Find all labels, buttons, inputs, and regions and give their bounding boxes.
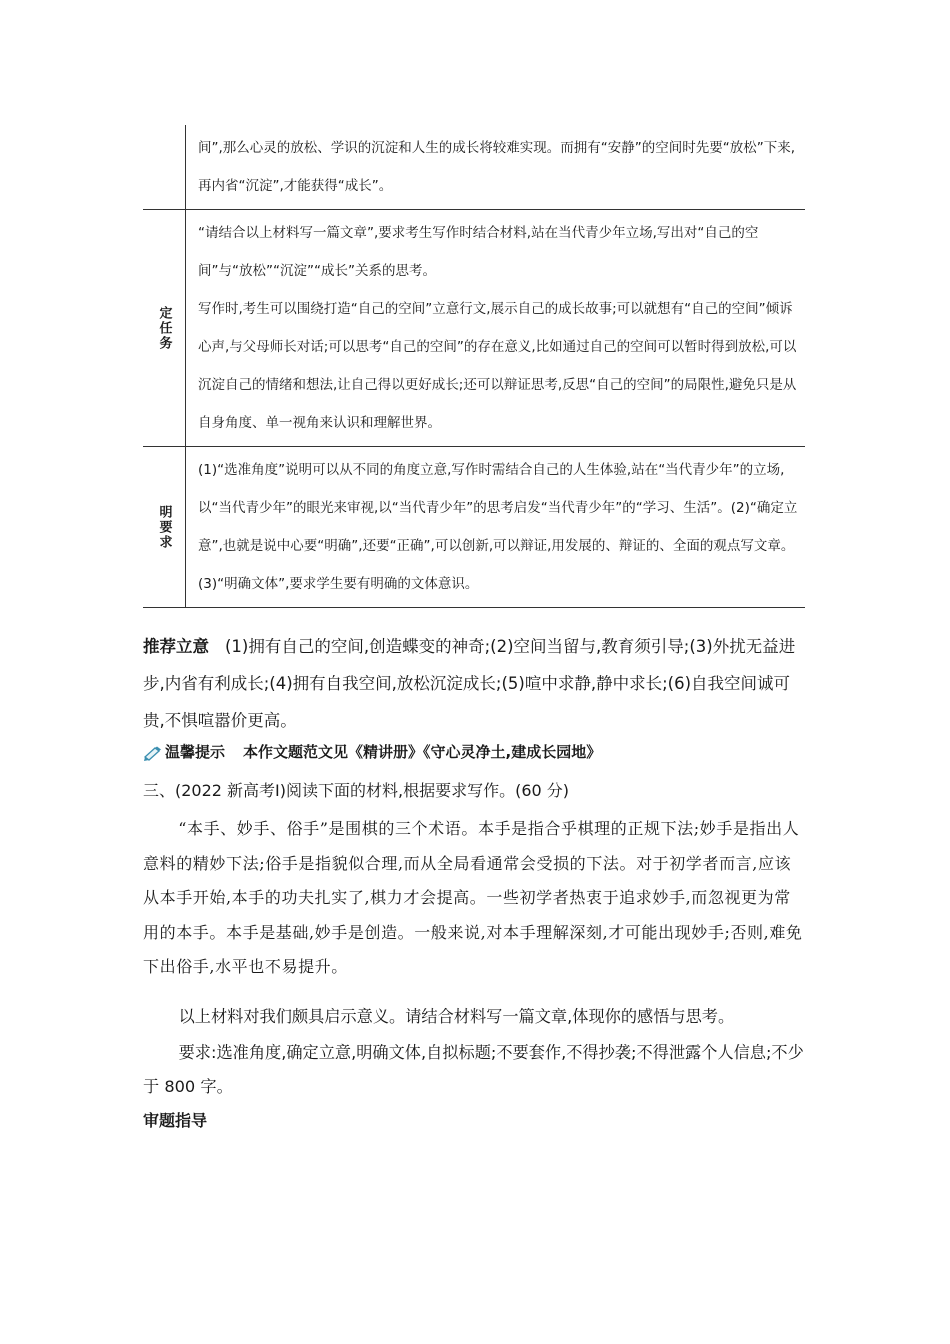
cell-text: 写作时,考生可以围绕打造“自己的空间”立意行文,展示自己的成长故事;可以就想有“自己的空间”倾诉心声,与父母师长对话;可以思考“自己的空间”的存在意义,比如通过自己的空间可以暂时得到放松,可以沉淀自己的情绪和想法,让自己得以更好成长;还可以辩证思考,反思“自己的空间”的局限性,避免只是从自身角度、单一视角来认识和理解世界。 [198, 301, 797, 431]
question-line: 三、(2022 新高考Ⅰ)阅读下面的材料,根据要求写作。(60 分) [143, 781, 570, 800]
table-row-requirement [143, 447, 805, 608]
row-content [186, 125, 805, 209]
table-row [143, 125, 805, 210]
tip-line [143, 740, 807, 764]
recommend-section [143, 628, 807, 739]
tip-text: 本作文题范文见《精讲册》《守心灵净土,建成长园地》 [243, 743, 602, 761]
analysis-table [143, 125, 805, 608]
tip-title: 温馨提示 [165, 743, 226, 761]
label-text: 定任务 [156, 305, 172, 351]
material-text: “本手、妙手、俗手”是围棋的三个术语。本手是指合乎棋理的正规下法;妙手是指出人意料的精妙下法;俗手是指貌似合理,而从全局看通常会受损的下法。对于初学者而言,应该从本手开始,本手的功夫扎实了,棋力才会提高。一些初学者热衷于追求妙手,而忽视更为常用的本手。本手是基础,妙手是创造。一般来说,对本手理解深刻,才可能出现妙手;否则,难免下出俗手,水平也不易提升。 [143, 819, 803, 976]
row-label [143, 210, 186, 446]
row-label [143, 447, 186, 607]
label-text: 明要求 [156, 504, 172, 550]
row-content [186, 447, 805, 607]
pencil-icon [143, 744, 163, 760]
row-content [186, 210, 805, 446]
recommend-heading: 推荐立意 [143, 637, 209, 656]
cell-text: 间”,那么心灵的放松、学识的沉淀和人生的成长将较难实现。而拥有“安静”的空间时先要“放松”下来,再内省“沉淀”,才能获得“成长”。 [198, 140, 796, 194]
guide-heading: 审题指导 [143, 1111, 208, 1130]
instruction-paragraph: 以上材料对我们颇具启示意义。请结合材料写一篇文章,体现你的感悟与思考。 [178, 1007, 735, 1026]
recommend-text: (1)拥有自己的空间,创造蝶变的神奇;(2)空间当留与,教育须引导;(3)外扰无益进步,内省有利成长;(4)拥有自我空间,放松沉淀成长;(5)喧中求静,静中求长;(6)自我空间诚可贵,不惧喧嚣价更高。 [143, 637, 796, 730]
table-row-task [143, 210, 805, 447]
requirement-paragraph: 要求:选准角度,确定立意,明确文体,自拟标题;不要套作,不得抄袭;不得泄露个人信息;不少于 800 字。 [143, 1043, 804, 1096]
cell-text: (1)“选准角度”说明可以从不同的角度立意,写作时需结合自己的人生体验,站在“当代青少年”的立场,以“当代青少年”的眼光来审视,以“当代青少年”的思考启发“当代青少年”的“学习、生活”。(2)“确定立意”,也就是说中心要“明确”,还要“正确”,可以创新,可以辩证,用发展的、辩证的、全面的观点写文章。(3)“明确文体”,要求学生要有明确的文体意识。 [198, 462, 798, 592]
cell-text: “请结合以上材料写一篇文章”,要求考生写作时结合材料,站在当代青少年立场,写出对“自己的空间”与“放松”“沉淀”“成长”关系的思考。 [198, 225, 759, 279]
row-label [143, 125, 186, 209]
